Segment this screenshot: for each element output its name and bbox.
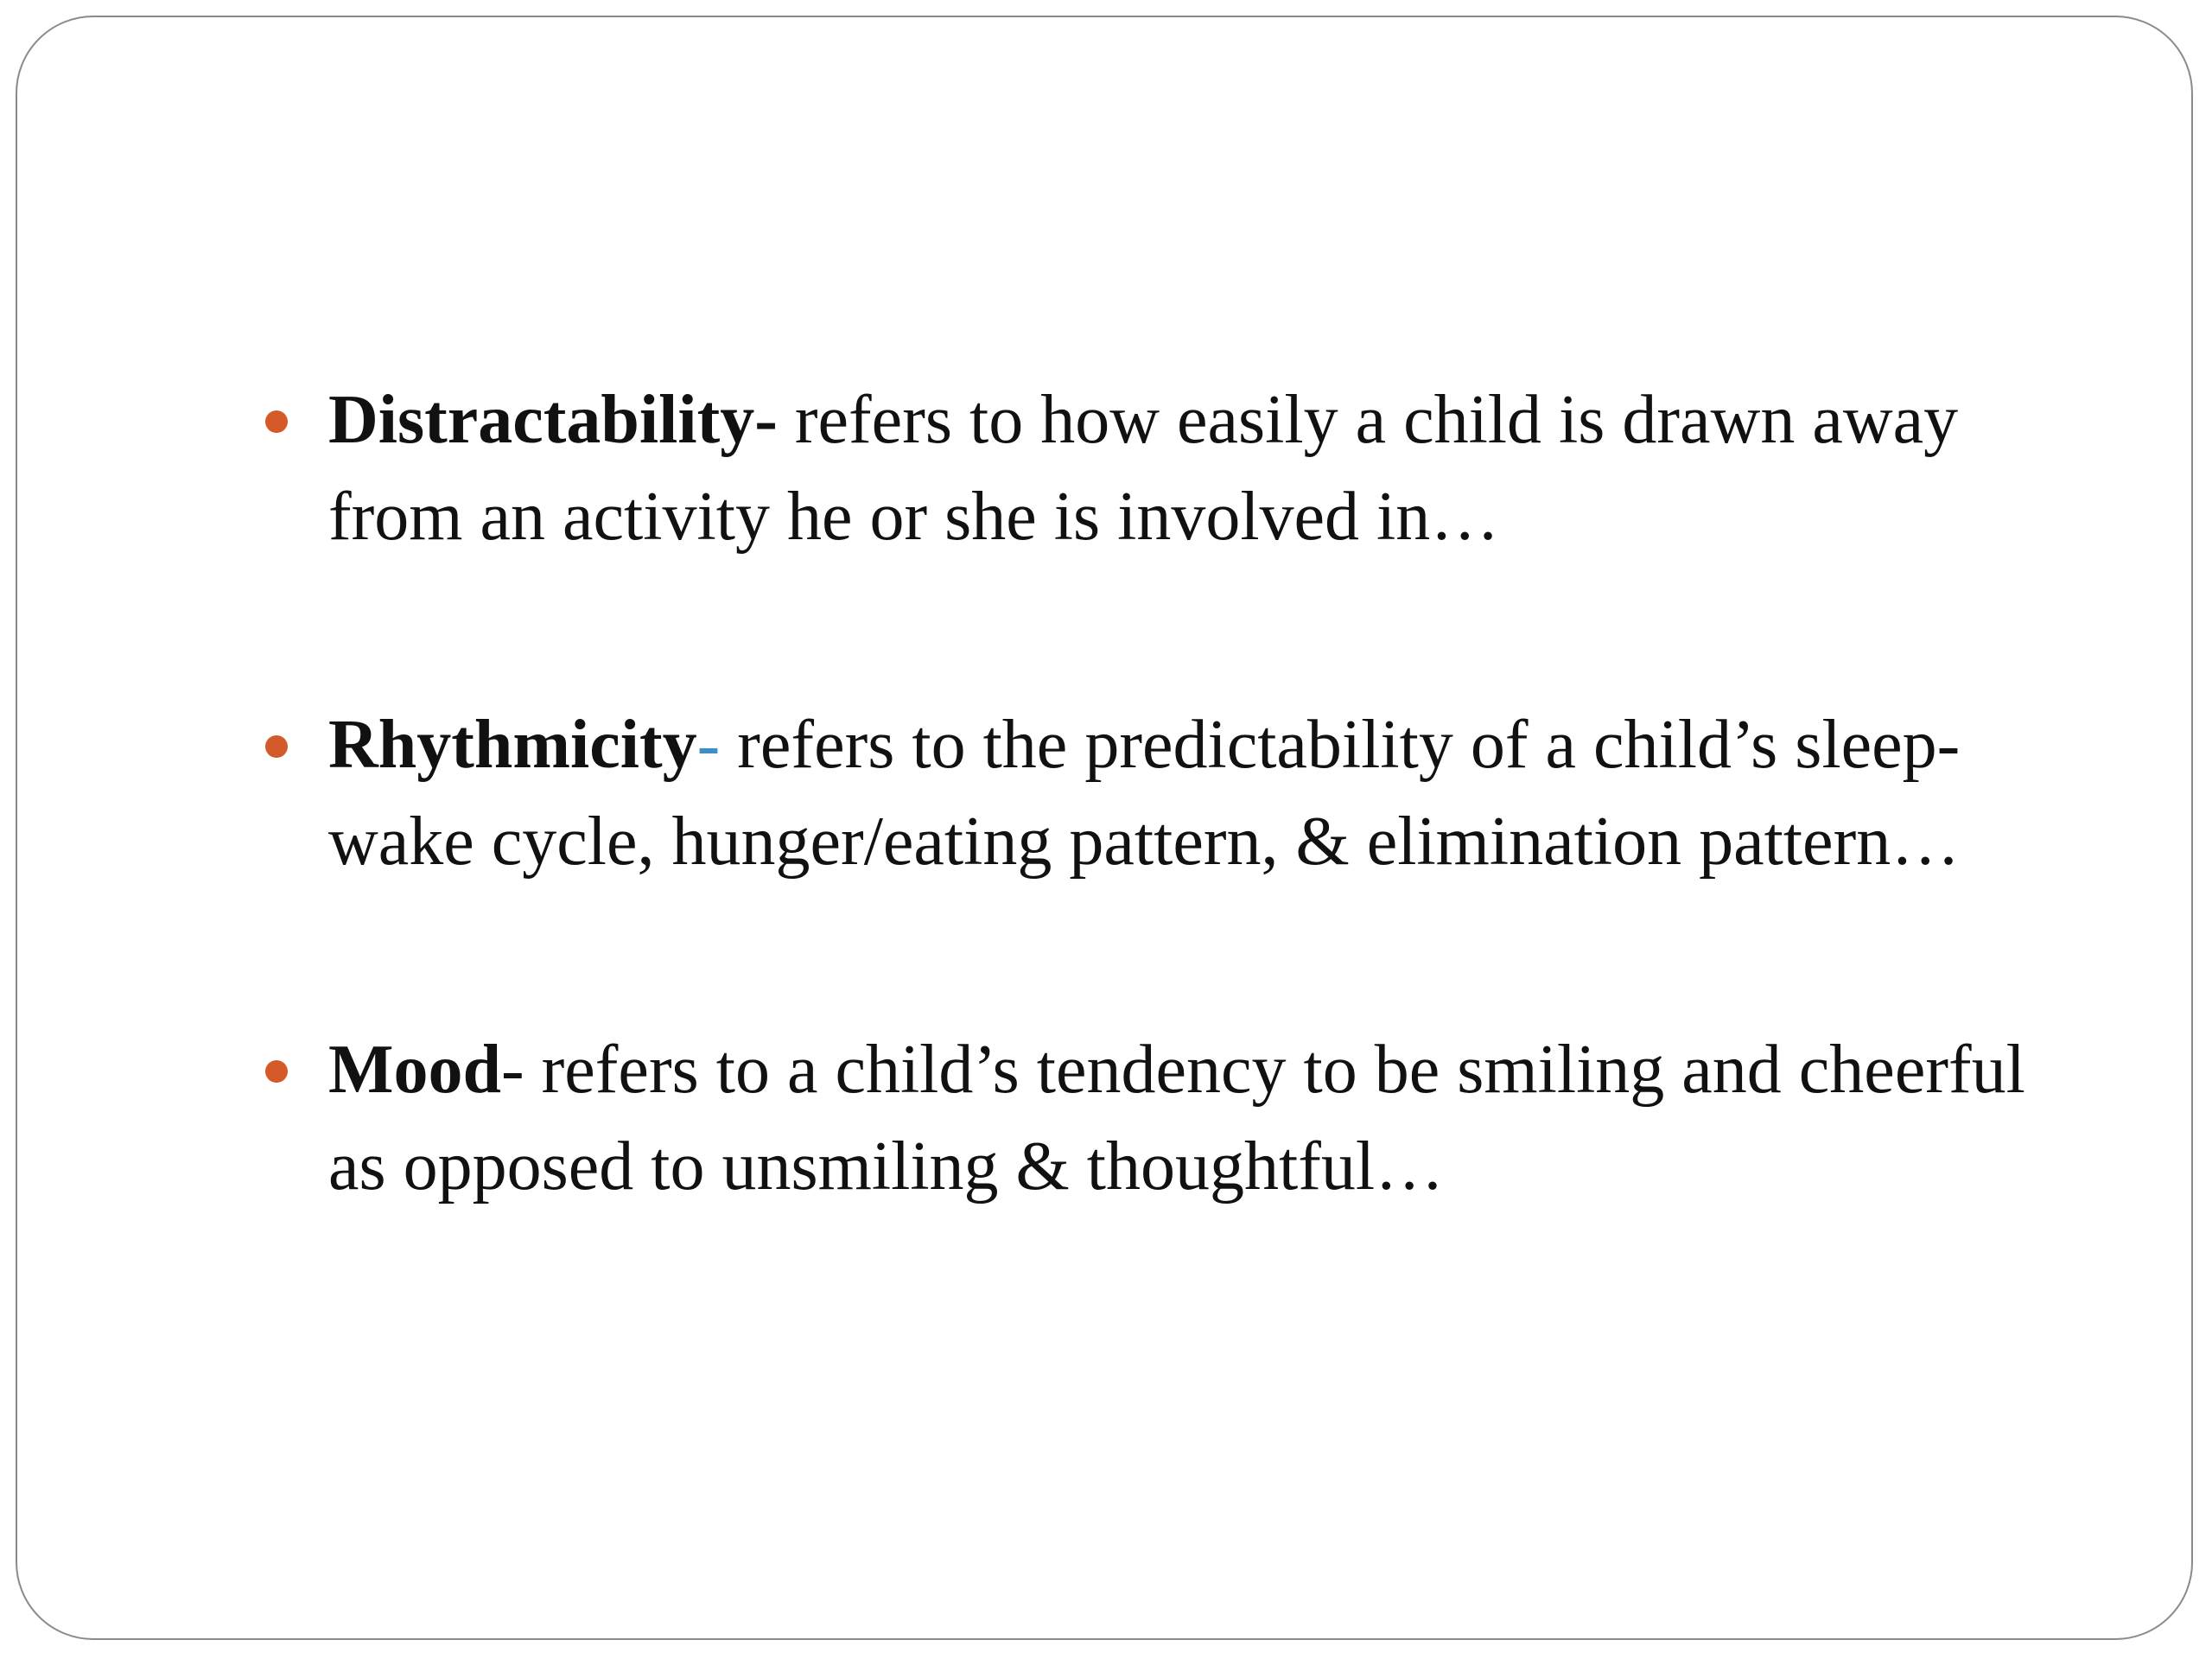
bullet-distractability xyxy=(261,372,2093,565)
term-mood: Mood xyxy=(328,1032,501,1108)
bullet-dot-icon xyxy=(265,410,288,433)
bullet-mood xyxy=(261,1021,2093,1215)
term-distractability: Distractability- xyxy=(328,382,778,458)
term-separator: - xyxy=(696,707,721,783)
bullet-dot-icon xyxy=(265,735,288,758)
definition-rhythmicity: refers to the predictability of a child’s sleep-wake cycle, hunger/eating pattern, & elimination pattern… xyxy=(328,707,1961,880)
bullet-dot-icon xyxy=(265,1060,288,1083)
bullet-list xyxy=(261,372,2093,1346)
bullet-rhythmicity xyxy=(261,696,2093,890)
definition-mood: refers to a child’s tendency to be smiling and cheerful as opposed to unsmiling & thoughtful… xyxy=(328,1032,2025,1205)
term-rhythmicity: Rhythmicity xyxy=(328,707,697,783)
definition-distractability: refers to how easily a child is drawn away from an activity he or she is involved in… xyxy=(328,382,1959,555)
term-separator: - xyxy=(501,1032,524,1108)
slide xyxy=(16,16,2193,1640)
